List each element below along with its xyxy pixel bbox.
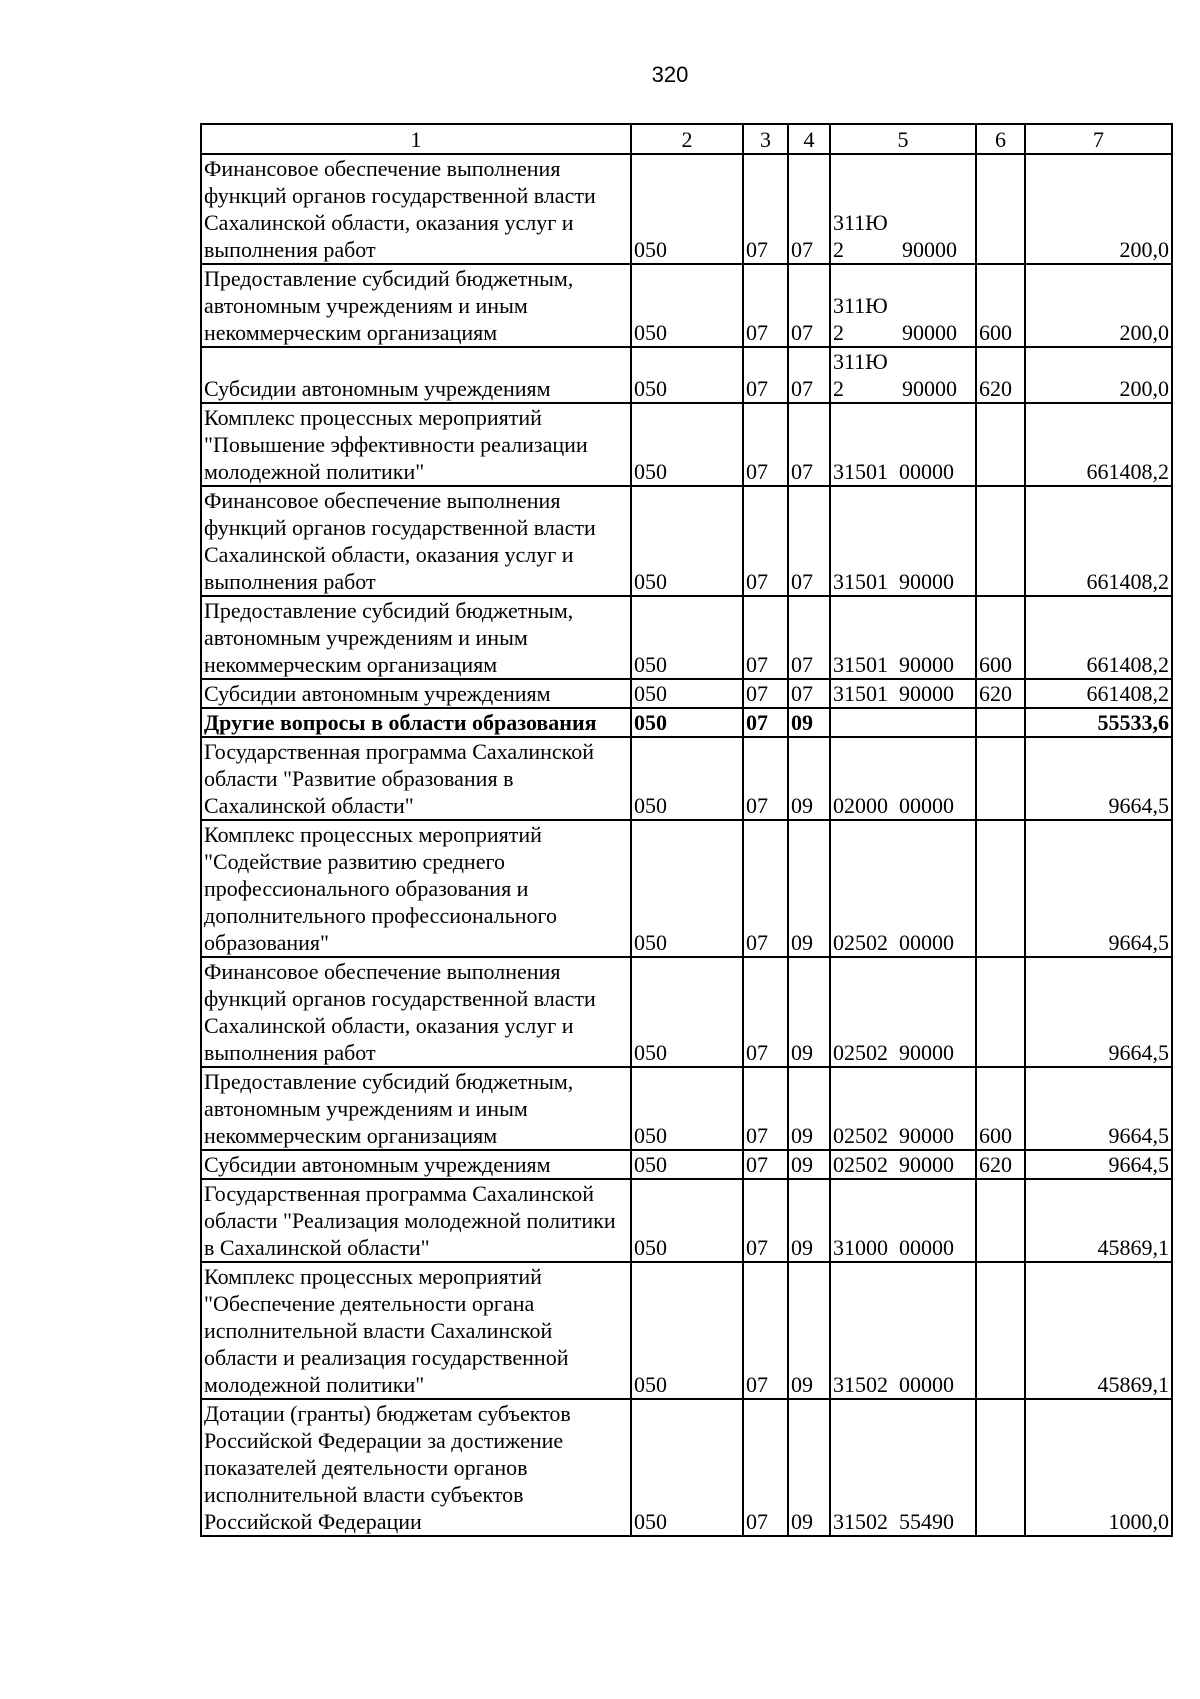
header-cell: 4 xyxy=(788,124,830,154)
target-article-cell xyxy=(830,1067,976,1150)
table-row xyxy=(201,708,1172,737)
ved-cell: 050 xyxy=(631,708,743,737)
target-article-part-b: 2 xyxy=(833,320,844,345)
header-cell: 2 xyxy=(631,124,743,154)
target-article-line-2 xyxy=(833,319,973,346)
target-article-cell xyxy=(830,154,976,264)
expense-type-cell xyxy=(976,154,1025,264)
ved-cell: 050 xyxy=(631,154,743,264)
expense-type-cell xyxy=(976,957,1025,1067)
subsection-cell: 07 xyxy=(788,596,830,679)
table-row xyxy=(201,154,1172,264)
table-row xyxy=(201,957,1172,1067)
header-cell: 5 xyxy=(830,124,976,154)
table-row xyxy=(201,1262,1172,1399)
target-article-value: 02000 00000 xyxy=(833,793,954,818)
target-article-value: 31501 90000 xyxy=(833,681,954,706)
row-name-cell: Комплекс процессных мероприятий "Повышение эффективности реализации молодежной политики" xyxy=(201,403,631,486)
subsection-cell: 07 xyxy=(788,403,830,486)
ved-cell: 050 xyxy=(631,264,743,347)
table-row xyxy=(201,820,1172,957)
row-name-cell: Предоставление субсидий бюджетным, автономным учреждениям и иным некоммерческим организациям xyxy=(201,264,631,347)
expense-type-cell: 600 xyxy=(976,596,1025,679)
table-row xyxy=(201,1150,1172,1179)
subsection-cell: 09 xyxy=(788,1399,830,1536)
section-cell: 07 xyxy=(743,486,788,596)
section-cell: 07 xyxy=(743,1399,788,1536)
target-article-part-a: 311Ю xyxy=(833,210,888,235)
section-cell: 07 xyxy=(743,1067,788,1150)
target-article-cell xyxy=(830,403,976,486)
expense-type-cell xyxy=(976,1262,1025,1399)
target-article-cell xyxy=(830,708,976,737)
subsection-cell: 07 xyxy=(788,347,830,403)
target-article-cell xyxy=(830,486,976,596)
ved-cell: 050 xyxy=(631,957,743,1067)
ved-cell: 050 xyxy=(631,679,743,708)
ved-cell: 050 xyxy=(631,820,743,957)
subsection-cell: 09 xyxy=(788,820,830,957)
row-name-cell: Государственная программа Сахалинской области "Реализация молодежной политики в Сахалинской области" xyxy=(201,1179,631,1262)
expense-type-cell xyxy=(976,737,1025,820)
row-name-cell: Субсидии автономным учреждениям xyxy=(201,679,631,708)
target-article-cell xyxy=(830,737,976,820)
section-cell: 07 xyxy=(743,737,788,820)
expense-type-cell: 600 xyxy=(976,264,1025,347)
subsection-cell: 09 xyxy=(788,1150,830,1179)
section-cell: 07 xyxy=(743,708,788,737)
section-cell: 07 xyxy=(743,1179,788,1262)
section-cell: 07 xyxy=(743,154,788,264)
section-cell: 07 xyxy=(743,679,788,708)
expense-type-cell xyxy=(976,820,1025,957)
target-article-cell xyxy=(830,264,976,347)
subsection-cell: 07 xyxy=(788,264,830,347)
target-article-cell xyxy=(830,1262,976,1399)
target-article-line-2 xyxy=(833,236,973,263)
row-name-cell: Финансовое обеспечение выполнения функций органов государственной власти Сахалинской области, оказания услуг и выполнения работ xyxy=(201,486,631,596)
target-article-value: 31501 90000 xyxy=(833,652,954,677)
expense-type-cell xyxy=(976,1179,1025,1262)
row-name-cell: Дотации (гранты) бюджетам субъектов Российской Федерации за достижение показателей деятельности органов исполнительной власти субъектов Российской Федерации xyxy=(201,1399,631,1536)
header-cell: 1 xyxy=(201,124,631,154)
ved-cell: 050 xyxy=(631,403,743,486)
amount-cell: 9664,5 xyxy=(1025,820,1172,957)
target-article-value: 31501 00000 xyxy=(833,459,954,484)
amount-cell: 200,0 xyxy=(1025,154,1172,264)
header-cell: 6 xyxy=(976,124,1025,154)
section-cell: 07 xyxy=(743,596,788,679)
expense-type-cell xyxy=(976,708,1025,737)
budget-table xyxy=(200,123,1173,1537)
row-name-cell: Финансовое обеспечение выполнения функций органов государственной власти Сахалинской области, оказания услуг и выполнения работ xyxy=(201,154,631,264)
target-article-part-c: 90000 xyxy=(902,376,957,401)
expense-type-cell xyxy=(976,403,1025,486)
subsection-cell: 09 xyxy=(788,957,830,1067)
table-row xyxy=(201,264,1172,347)
row-name-cell: Субсидии автономным учреждениям xyxy=(201,1150,631,1179)
subsection-cell: 09 xyxy=(788,1262,830,1399)
page-number: 320 xyxy=(651,62,689,87)
expense-type-cell: 620 xyxy=(976,679,1025,708)
row-name-cell: Комплекс процессных мероприятий "Обеспечение деятельности органа исполнительной власти Сахалинской области и реализация государственной молодежной политики" xyxy=(201,1262,631,1399)
ved-cell: 050 xyxy=(631,486,743,596)
target-article-value: 02502 90000 xyxy=(833,1152,954,1177)
target-article-part-c: 90000 xyxy=(902,237,957,262)
amount-cell: 45869,1 xyxy=(1025,1179,1172,1262)
target-article-cell xyxy=(830,1150,976,1179)
target-article-cell xyxy=(830,1399,976,1536)
section-cell: 07 xyxy=(743,403,788,486)
ved-cell: 050 xyxy=(631,1067,743,1150)
table-row xyxy=(201,1179,1172,1262)
amount-cell: 661408,2 xyxy=(1025,403,1172,486)
amount-cell: 661408,2 xyxy=(1025,596,1172,679)
section-cell: 07 xyxy=(743,264,788,347)
row-name-cell: Предоставление субсидий бюджетным, автономным учреждениям и иным некоммерческим организациям xyxy=(201,1067,631,1150)
amount-cell: 661408,2 xyxy=(1025,486,1172,596)
target-article-value: 31000 00000 xyxy=(833,1235,954,1260)
header-cell: 3 xyxy=(743,124,788,154)
amount-cell: 9664,5 xyxy=(1025,1067,1172,1150)
row-name-cell: Предоставление субсидий бюджетным, автономным учреждениям и иным некоммерческим организациям xyxy=(201,596,631,679)
target-article-value: 31502 55490 xyxy=(833,1509,954,1534)
target-article-part-a: 311Ю xyxy=(833,349,888,374)
row-name-cell: Другие вопросы в области образования xyxy=(201,708,631,737)
expense-type-cell: 600 xyxy=(976,1067,1025,1150)
row-name-cell: Комплекс процессных мероприятий "Содействие развитию среднего профессионального образования и дополнительного профессионального образования" xyxy=(201,820,631,957)
ved-cell: 050 xyxy=(631,1150,743,1179)
header-row xyxy=(201,124,1172,154)
section-cell: 07 xyxy=(743,1262,788,1399)
ved-cell: 050 xyxy=(631,347,743,403)
table-row xyxy=(201,347,1172,403)
header-cell: 7 xyxy=(1025,124,1172,154)
target-article-cell xyxy=(830,679,976,708)
target-article-cell xyxy=(830,957,976,1067)
section-cell: 07 xyxy=(743,347,788,403)
amount-cell: 55533,6 xyxy=(1025,708,1172,737)
ved-cell: 050 xyxy=(631,1179,743,1262)
subsection-cell: 09 xyxy=(788,708,830,737)
amount-cell: 200,0 xyxy=(1025,347,1172,403)
subsection-cell: 09 xyxy=(788,737,830,820)
subsection-cell: 07 xyxy=(788,486,830,596)
subsection-cell: 07 xyxy=(788,679,830,708)
ved-cell: 050 xyxy=(631,1262,743,1399)
table-row xyxy=(201,679,1172,708)
table-row xyxy=(201,596,1172,679)
row-name-cell: Субсидии автономным учреждениям xyxy=(201,347,631,403)
section-cell: 07 xyxy=(743,1150,788,1179)
target-article-part-a: 311Ю xyxy=(833,293,888,318)
amount-cell: 661408,2 xyxy=(1025,679,1172,708)
expense-type-cell xyxy=(976,1399,1025,1536)
target-article-cell xyxy=(830,347,976,403)
row-name-cell: Государственная программа Сахалинской области "Развитие образования в Сахалинской области" xyxy=(201,737,631,820)
target-article-value: 02502 90000 xyxy=(833,1123,954,1148)
section-cell: 07 xyxy=(743,957,788,1067)
table-row xyxy=(201,737,1172,820)
subsection-cell: 07 xyxy=(788,154,830,264)
target-article-value: 31501 90000 xyxy=(833,569,954,594)
amount-cell: 9664,5 xyxy=(1025,957,1172,1067)
table-row xyxy=(201,1399,1172,1536)
target-article-part-b: 2 xyxy=(833,237,844,262)
ved-cell: 050 xyxy=(631,596,743,679)
ved-cell: 050 xyxy=(631,737,743,820)
expense-type-cell: 620 xyxy=(976,1150,1025,1179)
expense-type-cell xyxy=(976,486,1025,596)
ved-cell: 050 xyxy=(631,1399,743,1536)
amount-cell: 200,0 xyxy=(1025,264,1172,347)
subsection-cell: 09 xyxy=(788,1179,830,1262)
section-cell: 07 xyxy=(743,820,788,957)
table-row xyxy=(201,403,1172,486)
table-row xyxy=(201,1067,1172,1150)
target-article-line-2 xyxy=(833,375,973,402)
expense-type-cell: 620 xyxy=(976,347,1025,403)
amount-cell: 9664,5 xyxy=(1025,1150,1172,1179)
row-name-cell: Финансовое обеспечение выполнения функций органов государственной власти Сахалинской области, оказания услуг и выполнения работ xyxy=(201,957,631,1067)
target-article-part-b: 2 xyxy=(833,376,844,401)
amount-cell: 45869,1 xyxy=(1025,1262,1172,1399)
target-article-part-c: 90000 xyxy=(902,320,957,345)
subsection-cell: 09 xyxy=(788,1067,830,1150)
target-article-cell xyxy=(830,1179,976,1262)
target-article-cell xyxy=(830,820,976,957)
target-article-value: 31502 00000 xyxy=(833,1372,954,1397)
amount-cell: 9664,5 xyxy=(1025,737,1172,820)
target-article-cell xyxy=(830,596,976,679)
amount-cell: 1000,0 xyxy=(1025,1399,1172,1536)
target-article-value: 02502 00000 xyxy=(833,930,954,955)
target-article-value: 02502 90000 xyxy=(833,1040,954,1065)
table-row xyxy=(201,486,1172,596)
